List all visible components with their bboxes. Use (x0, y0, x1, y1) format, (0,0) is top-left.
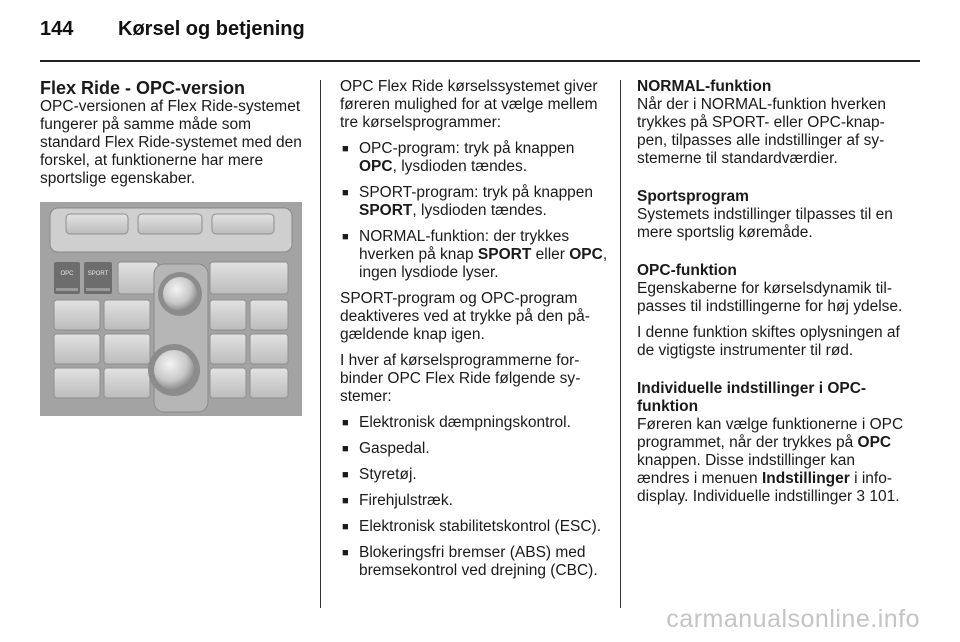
page-reference[interactable]: 3 101. (856, 488, 900, 505)
paragraph: Føreren kan vælge funktionerne i OPC programmet, når der trykkes på OPC knappen. Disse indstillinger kan ændres i menuen Indstillinger i info-display. Individuelle indstillinger 3 101. (637, 416, 904, 505)
opc-button-label: OPC (60, 271, 74, 277)
systems-list (340, 414, 610, 580)
subheading-normal: NORMAL-funktion (637, 78, 772, 95)
column-2 (340, 78, 610, 588)
paragraph: Egenskaberne for kørselsdynamik tilpasses til indstillingerne for høj ydelse. (637, 280, 903, 315)
list-item: ■ Firehjulstræk. (340, 492, 610, 510)
list-item: ■ SPORT-program: tryk på knappen SPORT, lysdioden tændes. (340, 184, 610, 220)
subheading-opc: OPC-funktion (637, 262, 737, 279)
list-item: ■ NORMAL-funktion: der trykkes hverken på knap SPORT eller OPC, ingen lysdiode lyser. (340, 228, 610, 282)
page-number: 144 (40, 18, 74, 40)
chapter-title: Kørsel og betjening (118, 18, 305, 40)
column-3 (637, 78, 907, 514)
reference-arrow-icon: 3 (856, 488, 866, 505)
column-divider (620, 80, 621, 608)
sport-button-label: SPORT (87, 271, 109, 277)
paragraph: I denne funktion skiftes oplysningen af de vigtigste instrumenter til rød. (637, 324, 900, 359)
list-item: ■ Elektronisk dæmpningskontrol. (340, 414, 610, 432)
header-rule (40, 60, 920, 62)
list-item: ■ Styretøj. (340, 466, 610, 484)
list-item: ■ Blokeringsfri bremser (ABS) med bremsekontrol ved drejning (CBC). (340, 544, 610, 580)
paragraph: SPORT-program og OPC-program deaktiveres ved at trykke på den pågældende knap igen. (340, 290, 590, 343)
subheading-individual: Individuelle indstillinger i OPC-funktion (637, 380, 867, 415)
page-header (40, 18, 305, 48)
list-item: ■ Gaspedal. (340, 440, 610, 458)
column-1 (40, 78, 308, 416)
paragraph: Systemets indstillinger tilpasses til en mere sportslig køremåde. (637, 206, 893, 241)
watermark: carmanualsonline.info (666, 605, 920, 633)
column-divider (320, 80, 321, 608)
intro-paragraph: OPC Flex Ride kørselssystemet giver føreren mulighed for at vælge mellem tre kørselsprogrammer: (340, 78, 598, 131)
paragraph: I hver af kørselsprogrammerne forbinder OPC Flex Ride følgende systemer: (340, 352, 581, 405)
paragraph: Når der i NORMAL-funktion hverken trykkes på SPORT- eller OPC-knappen, tilpasses alle indstillinger af systemerne til standardværdier. (637, 96, 886, 167)
console-illustration (40, 202, 302, 416)
list-item: ■ OPC-program: tryk på knappen OPC, lysdioden tændes. (340, 140, 610, 176)
section-heading: Flex Ride - OPC-version (40, 78, 246, 98)
subheading-sport: Sportsprogram (637, 188, 749, 205)
intro-paragraph: OPC-versionen af Flex Ride-systemet fungerer på samme måde som standard Flex Ride-systemet med den forskel, at funktionerne har mere sportslige egenskaber. (40, 98, 302, 187)
list-item: ■ Elektronisk stabilitetskontrol (ESC). (340, 518, 610, 536)
program-list (340, 140, 610, 282)
flex-ride-buttons-photo (40, 202, 302, 416)
